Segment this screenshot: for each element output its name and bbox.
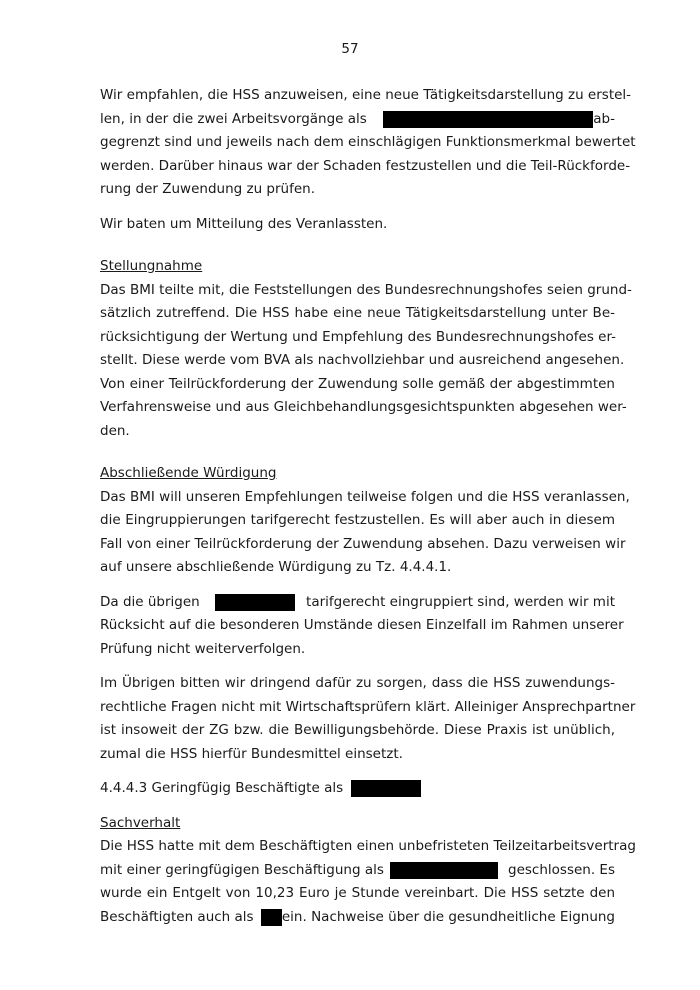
text-segment: ein. Nachweise über die gesundheitliche Eignung: [281, 908, 615, 925]
section-heading-4443: [100, 777, 615, 801]
text-line: rung der Zuwendung zu prüfen.: [100, 181, 316, 197]
redaction-block: [351, 780, 421, 797]
paragraph-request: Wir baten um Mitteilung des Veranlassten.: [100, 215, 388, 232]
paragraph-remaining-staff: [100, 591, 624, 662]
text-line: Verfahrensweise und aus Gleichbehandlungsgesichtspunkten abgesehen wer-: [100, 399, 627, 415]
page-number: 57: [341, 41, 359, 57]
text-line: Die HSS hatte mit dem Beschäftigten einen unbefristeten Teilzeitarbeitsvertrag: [100, 838, 636, 854]
text-line: werden. Darüber hinaus war der Schaden festzustellen und die Teil-Rückforde-: [100, 157, 631, 174]
text-line: Wir empfahlen, die HSS anzuweisen, eine neue Tätigkeitsdarstellung zu erstel-: [100, 87, 632, 103]
text-line: [100, 859, 615, 883]
text-line: rücksichtigung der Wertung und Empfehlung des Bundesrechnungshofes er-: [100, 328, 617, 345]
text-line: sätzlich zutreffend. Die HSS habe eine neue Tätigkeitsdarstellung unter Be-: [100, 305, 615, 321]
redaction-block: [215, 594, 295, 611]
text-line: den.: [100, 422, 130, 439]
redaction-block: [383, 111, 593, 128]
text-line: [100, 108, 615, 132]
text-line: wurde ein Entgelt von 10,23 Euro je Stunde vereinbart. Die HSS setzte den: [100, 885, 615, 901]
text-line: [100, 591, 615, 615]
paragraph-statement: [100, 279, 632, 444]
paragraph-recommendation: [100, 84, 636, 202]
text-segment: mit einer geringfügigen Beschäftigung als: [100, 861, 384, 878]
text-line: gegrenzt sind und jeweils nach dem einschlägigen Funktionsmerkmal bewertet: [100, 134, 636, 150]
text-line: Das BMI will unseren Empfehlungen teilweise folgen und die HSS veranlassen,: [100, 488, 630, 505]
text-line: stellt. Diese werde vom BVA als nachvollziehbar und ausreichend angesehen.: [100, 352, 625, 368]
text-line: ist insoweit der ZG bzw. die Bewilligungsbehörde. Diese Praxis ist unüblich,: [100, 722, 615, 738]
text-line: Rücksicht auf die besonderen Umstände diesen Einzelfall im Rahmen unserer: [100, 617, 624, 633]
text-line: [100, 906, 615, 930]
text-line: Prüfung nicht weiterverfolgen.: [100, 640, 306, 657]
text-segment: Da die übrigen: [100, 593, 200, 610]
text-segment: 4.4.4.3 Geringfügig Beschäftigte als: [100, 780, 344, 796]
redaction-block: [261, 909, 282, 926]
document-body: [100, 84, 636, 929]
heading-stellungnahme: Stellungnahme: [100, 258, 203, 274]
paragraph-auditors: [100, 672, 636, 766]
paragraph-facts: [100, 835, 636, 929]
text-segment: Beschäftigten auch als: [100, 908, 254, 925]
heading-sachverhalt: Sachverhalt: [100, 814, 181, 831]
text-line: rechtliche Fragen nicht mit Wirtschaftsprüfern klärt. Alleiniger Ansprechpartner: [100, 698, 636, 715]
text-line: zumal die HSS hierfür Bundesmittel einsetzt.: [100, 745, 403, 762]
text-segment: len, in der die zwei Arbeitsvorgänge als: [100, 110, 367, 127]
text-segment: ab-: [593, 110, 615, 127]
redaction-block: [390, 862, 498, 879]
text-line: die Eingruppierungen tarifgerecht festzustellen. Es will aber auch in diesem: [100, 512, 615, 528]
text-segment: tarifgerecht eingruppiert sind, werden wir mit: [306, 593, 615, 610]
text-line: Im Übrigen bitten wir dringend dafür zu sorgen, dass die HSS zuwendungs-: [100, 675, 615, 691]
paragraph-final-assessment: [100, 486, 630, 580]
text-line: auf unsere abschließende Würdigung zu Tz. 4.4.4.1.: [100, 559, 452, 575]
text-line: Von einer Teilrückforderung der Zuwendung solle gemäß der abgestimmten: [100, 375, 615, 392]
text-line: Fall von einer Teilrückforderung der Zuwendung absehen. Dazu verweisen wir: [100, 535, 626, 552]
text-line: Das BMI teilte mit, die Feststellungen des Bundesrechnungshofes seien grund-: [100, 281, 632, 298]
heading-abschliessende-wuerdigung: Abschließende Würdigung: [100, 465, 277, 481]
text-segment: geschlossen. Es: [508, 861, 615, 878]
